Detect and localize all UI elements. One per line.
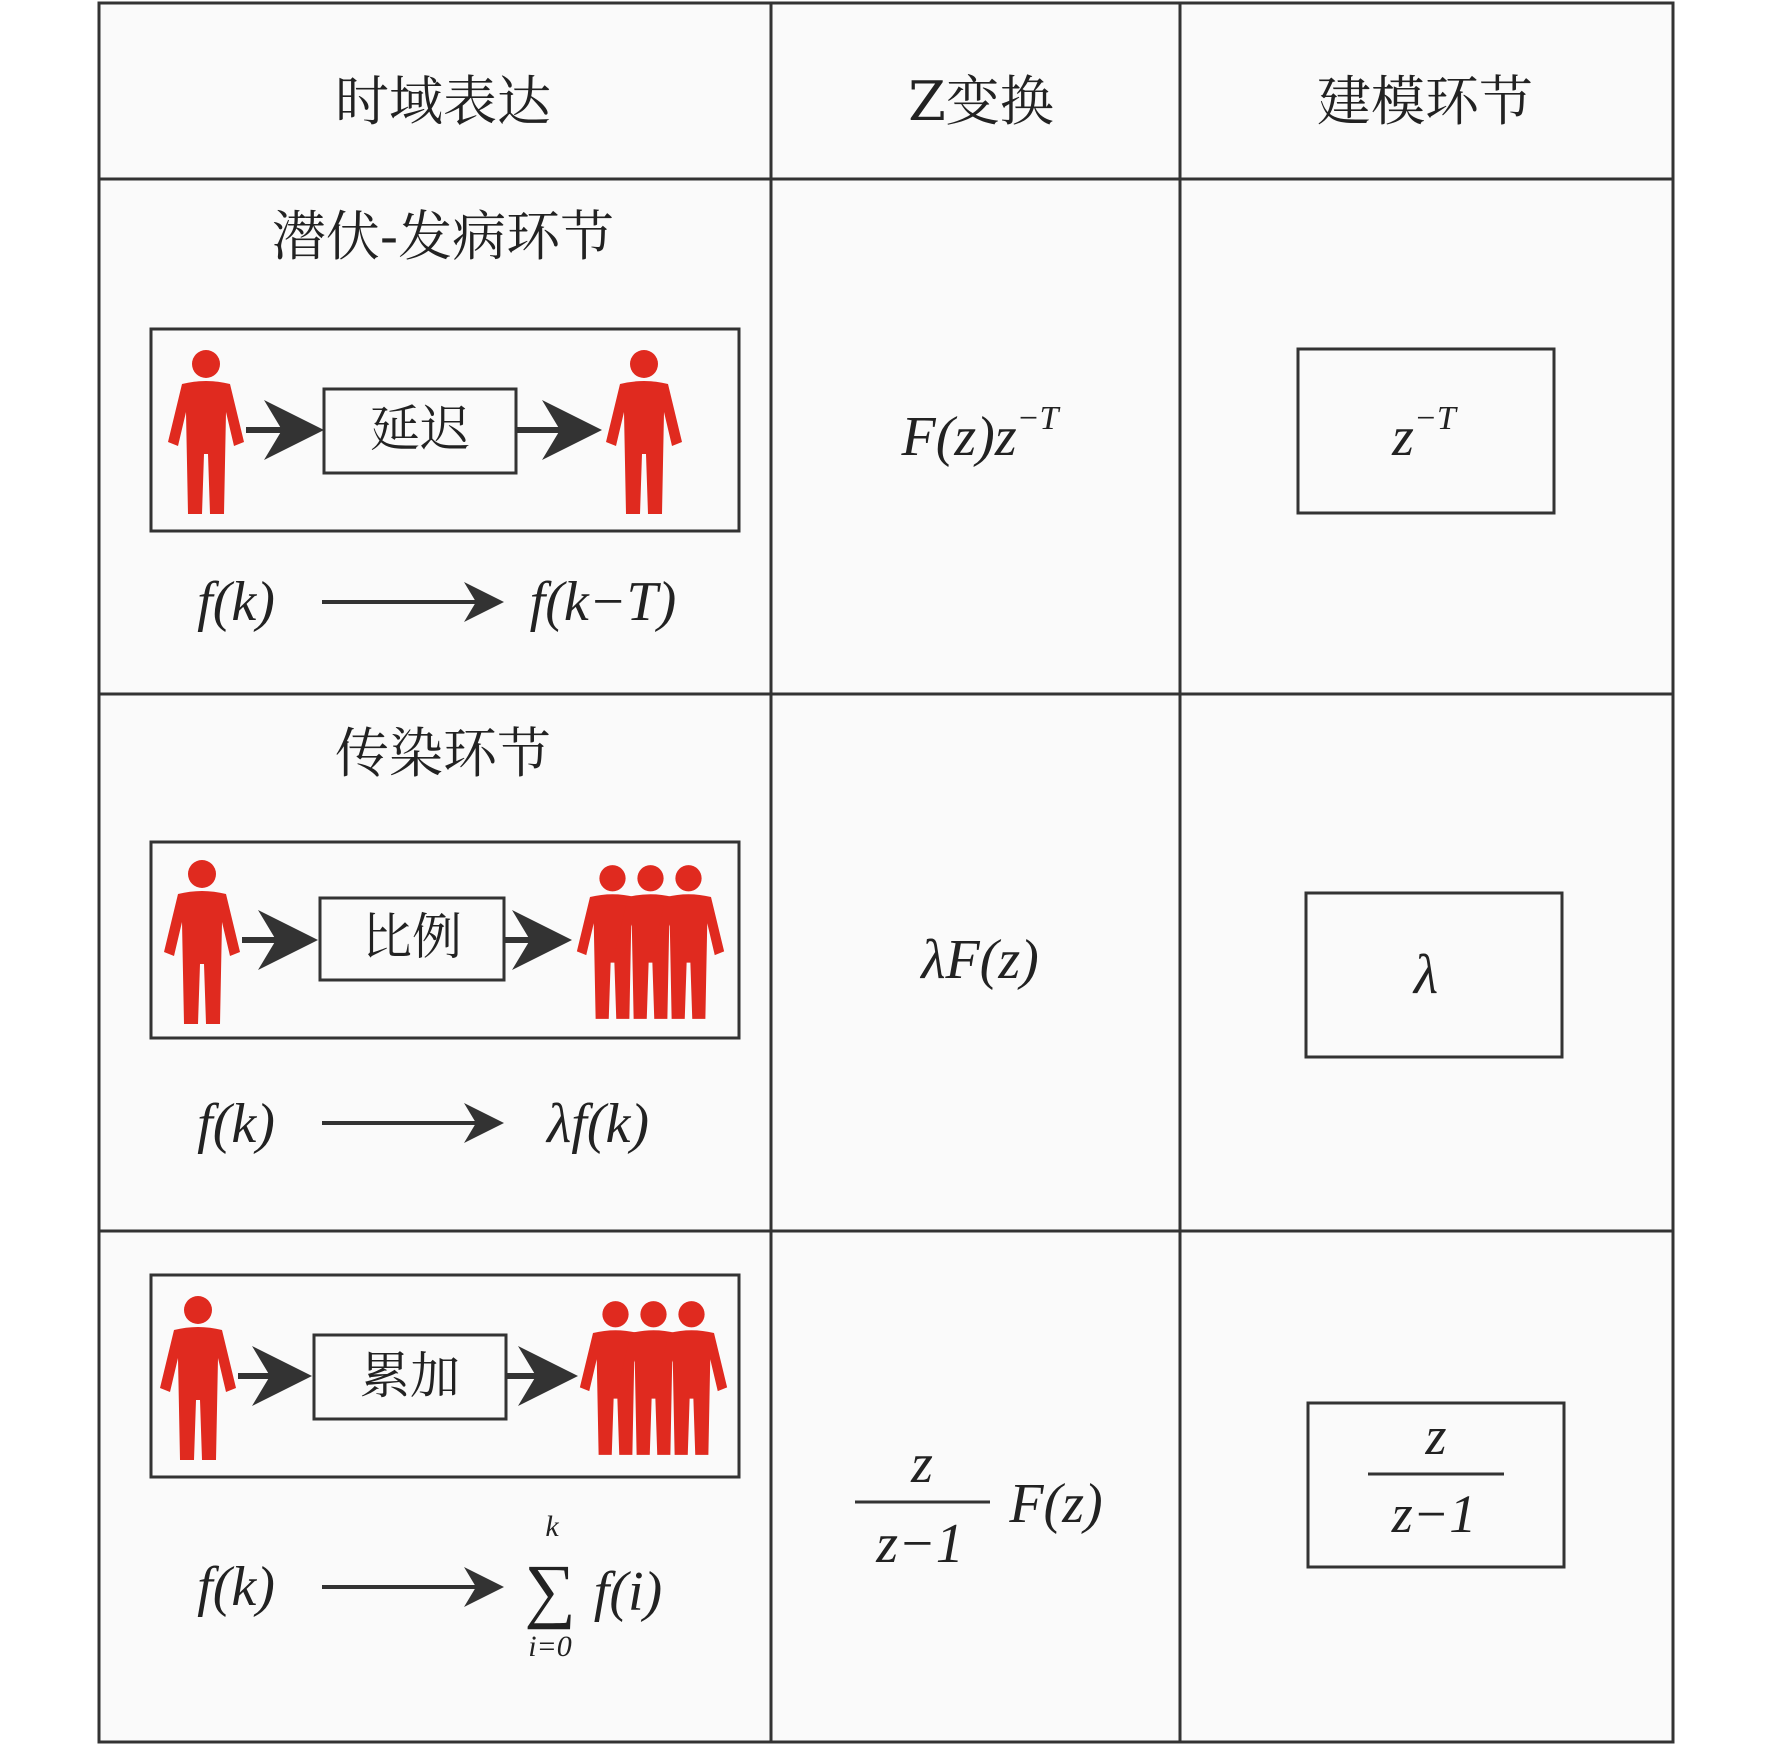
header-time-domain: 时域表达 xyxy=(335,70,551,133)
row-title: 潜伏-发病环节 xyxy=(271,205,615,268)
z-fraction-tail: F(z) xyxy=(1009,1473,1103,1535)
process-label: 延迟 xyxy=(370,400,470,458)
input-expression: f(k) xyxy=(197,1093,275,1155)
output-expression: λf(k) xyxy=(547,1093,649,1155)
model-expression: λ xyxy=(1413,944,1439,1006)
output-expression: f(k−T) xyxy=(529,571,677,633)
sum-symbol: ∑ xyxy=(524,1550,576,1630)
z-transform-expression: λF(z) xyxy=(921,929,1039,991)
process-label: 比例 xyxy=(362,908,462,966)
input-expression: f(k) xyxy=(197,1556,275,1618)
process-label: 累加 xyxy=(360,1347,460,1405)
model-expression: $z^{-T}$ xyxy=(1392,400,1456,468)
z-transform-expression: $F(z)z^{-T}$ xyxy=(901,400,1059,468)
row-title: 传染环节 xyxy=(335,722,551,785)
model-denominator: z−1 xyxy=(1391,1484,1477,1544)
sum-upper-limit: k xyxy=(545,1510,559,1543)
z-fraction-denominator: z−1 xyxy=(876,1513,964,1575)
z-fraction-numerator: z xyxy=(911,1433,933,1495)
header-model: 建模环节 xyxy=(1317,70,1533,133)
sum-term: f(i) xyxy=(593,1561,663,1623)
model-numerator: z xyxy=(1425,1406,1447,1466)
input-expression: f(k) xyxy=(197,571,275,633)
sum-lower-limit: i=0 xyxy=(528,1630,572,1663)
header-z-transform: Z变换 xyxy=(908,70,1054,133)
